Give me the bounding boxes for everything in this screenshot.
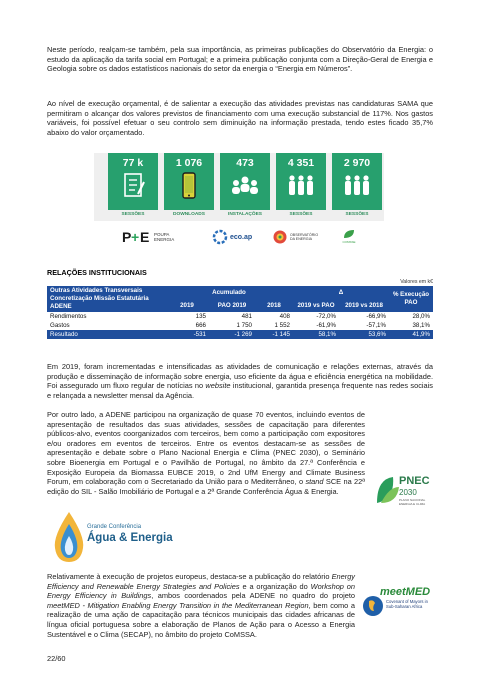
- stats-band: [94, 153, 384, 221]
- svg-text:+: +: [131, 229, 140, 245]
- row-label: Resultado: [47, 330, 165, 339]
- row-label: Rendimentos: [50, 313, 87, 320]
- globe-icon: [362, 595, 384, 617]
- svg-text:P: P: [122, 229, 132, 245]
- results-table: [47, 286, 433, 339]
- svg-text:E: E: [140, 229, 150, 245]
- covenant-text: Covenant of Mayors in Sub-Saharan Africa: [386, 599, 428, 609]
- cell: -72,0%: [316, 313, 336, 320]
- cell: 481: [241, 313, 252, 320]
- col-activity-header: Outras Atividades Transversais Concretização Missão Estatutária ADENE: [47, 286, 165, 312]
- pnec-subtitle: PLANO NACIONAL ENERGIA E CLIMA: [399, 498, 426, 506]
- stat-sessoes-2: [276, 153, 326, 221]
- logo-text: OBSERVATÓRIO DA ENERGIA: [290, 232, 319, 241]
- stat-value: 1 076: [175, 157, 203, 169]
- row-label: Gastos: [50, 322, 70, 329]
- sub-header: 2019 vs PAO: [293, 299, 339, 312]
- paragraph-observatorio: Neste período, realçam-se também, pela sua importância, as primeiras publicações do Observatório da Energia: o estudo da aplicação da tarifa social em Portugal; e a primeira publicação conjunta com a Direção-Geral de Energia e Geologia sobre os dados estatísticos nacionais do setor da energia o “Energia em Números”.: [47, 45, 433, 74]
- people-row-icon: [332, 172, 382, 200]
- cell: 1 552: [274, 322, 290, 329]
- cell: 1 750: [236, 322, 252, 329]
- result-row: [47, 330, 433, 339]
- grande-conferencia-logo: [47, 510, 173, 566]
- logo-observatorio: [272, 228, 320, 246]
- cell: 53,6%: [339, 330, 389, 339]
- water-drop-icon: [47, 510, 91, 566]
- sub-header: 2018: [255, 299, 293, 312]
- section-title: RELAÇÕES INSTITUCIONAIS: [47, 268, 147, 277]
- comsse-leaf-icon: [342, 228, 356, 240]
- logo-eco-ap: [212, 228, 262, 246]
- pct-execucao-header: % Execução PAO: [389, 286, 433, 312]
- cell: -57,1%: [366, 322, 386, 329]
- stat-instalacoes: [220, 153, 270, 221]
- stat-sessoes-3: [332, 153, 382, 221]
- stat-label: SESSÕES: [332, 210, 382, 221]
- logo-poupa-energia: [122, 228, 184, 246]
- poupa-energia-mark-icon: [122, 229, 152, 245]
- cell: -66,9%: [366, 313, 386, 320]
- checklist-icon: [108, 172, 158, 200]
- paragraph-events: Por outro lado, a ADENE participou na organização de quase 70 eventos, incluindo eventos de apresentação de resultados das suas atividades, sessões de capacitação para diferentes públicos-alvo, eventos coorganizados com terceiros, bem como a participação com expositores e/ou oradores em eventos de terceiros. Entre os eventos destacam-se as sessões de apresentação e debate sobre o Plano Nacional Energia e Clima (PNEC 2030), o Seminário sobre Bioenergia em Portugal e o Pavilhão de Portugal, no âmbito da 27.ª Conferência e Exposição Europeia da Biomassa EUBCE 2019, o 2nd UfM Energy and Climate Business Forum, em colaboração com o Secretariado da União para o Mediterrâneo, o stand SCE na 22ª edição do SIL - Salão Imobiliário de Portugal e a 2ª Grande Conferência Água & Energia.: [47, 410, 365, 496]
- pnec-2030-logo: [373, 473, 437, 511]
- conference-line2: Água & Energia: [87, 532, 173, 544]
- stat-label: INSTALAÇÕES: [220, 210, 270, 221]
- cell: -61,9%: [316, 322, 336, 329]
- table-row: [47, 312, 433, 321]
- stat-value: 473: [236, 157, 254, 169]
- cell: -1 145: [255, 330, 293, 339]
- cell: -531: [165, 330, 209, 339]
- cell: 38,1%: [412, 322, 430, 329]
- cell: 135: [195, 313, 206, 320]
- paragraph-european-projects: Relativamente à execução de projetos europeus, destaca-se a publicação do relatório Energy Efficiency and Renewable Energy Strategies and Policies e a organização do Workshop on Energy Efficiency in Buildings, ambos coordenados pela ADENE no quadro do projeto meetMED - Mitigation Enabling Energy Transition in the Mediterranean Region, bem como a realização de uma ação de capacitação para técnicos municipais das cidades africanas de língua oficial portuguesa sobre a elaboração de Planos de Ação para o Acesso a Energia Sustentável e o Clima (SECAP), no âmbito do projeto CoMSSA.: [47, 572, 355, 639]
- stat-value: 4 351: [287, 157, 315, 169]
- page-number: 22/60: [47, 654, 66, 663]
- acumulado-header: Acumulado: [165, 286, 293, 299]
- logo-comsse: [338, 228, 360, 246]
- stat-value: 2 970: [343, 157, 371, 169]
- people-row-icon: [276, 172, 326, 200]
- pnec-title: PNEC: [399, 475, 430, 487]
- cell: 58,1%: [293, 330, 339, 339]
- sub-header: 2019: [165, 299, 209, 312]
- people-group-icon: [220, 172, 270, 200]
- stat-sessoes-1: [108, 153, 158, 221]
- cell: 41,9%: [389, 330, 433, 339]
- cell: 408: [279, 313, 290, 320]
- logo-text: COMSSE: [342, 240, 356, 244]
- cell: 666: [195, 322, 206, 329]
- units-note: Valores em k€: [400, 279, 433, 285]
- stat-label: SESSÕES: [108, 210, 158, 221]
- conference-line1: Grande Conferência: [87, 524, 142, 530]
- pnec-year: 2030: [399, 488, 417, 497]
- stat-downloads: [164, 153, 214, 221]
- logo-text: POUPA ENERGIA: [154, 232, 175, 242]
- paragraph-budget: Ao nível de execução orçamental, é de salientar a execução das atividades previstas nas candidaturas SAMA que permitiram o alcançar dos valores previstos de financiamento com uma execução substancial de 117%. Nos gastos variáveis, foi possível efetuar o seu controlo sem diminuição na informação prestada, tendo estes ficado 35,7% abaixo do valor orçamentado.: [47, 99, 433, 137]
- covenant-of-mayors-logo: [362, 595, 434, 617]
- sub-header: 2019 vs 2018: [339, 299, 389, 312]
- cell: -1 269: [209, 330, 255, 339]
- smartphone-icon: [164, 172, 214, 200]
- cell: 28,0%: [412, 313, 430, 320]
- observatorio-globe-icon: [272, 229, 288, 245]
- stat-label: SESSÕES: [276, 210, 326, 221]
- paragraph-communication: Em 2019, foram incrementadas e intensificadas as atividades de comunicação e relações externas, através da produção e disseminação de informação sobre energia, uso eficiente da água e eficiência energética na mobilidade. Foi assegurado um fluxo regular de notícias no website institucional, garantida presença frequente nas redes sociais e relançada a newsletter mensal da Agência.: [47, 362, 433, 400]
- sub-header: PAO 2019: [209, 299, 255, 312]
- delta-header: Δ: [293, 286, 389, 299]
- meetmed-logo: meetMED: [380, 586, 431, 598]
- logo-text: eco.ap: [230, 233, 253, 241]
- stat-label: DOWNLOADS: [164, 210, 214, 221]
- table-row: [47, 321, 433, 330]
- stat-value: 77 k: [122, 157, 144, 169]
- eco-ap-ring-icon: [212, 229, 228, 245]
